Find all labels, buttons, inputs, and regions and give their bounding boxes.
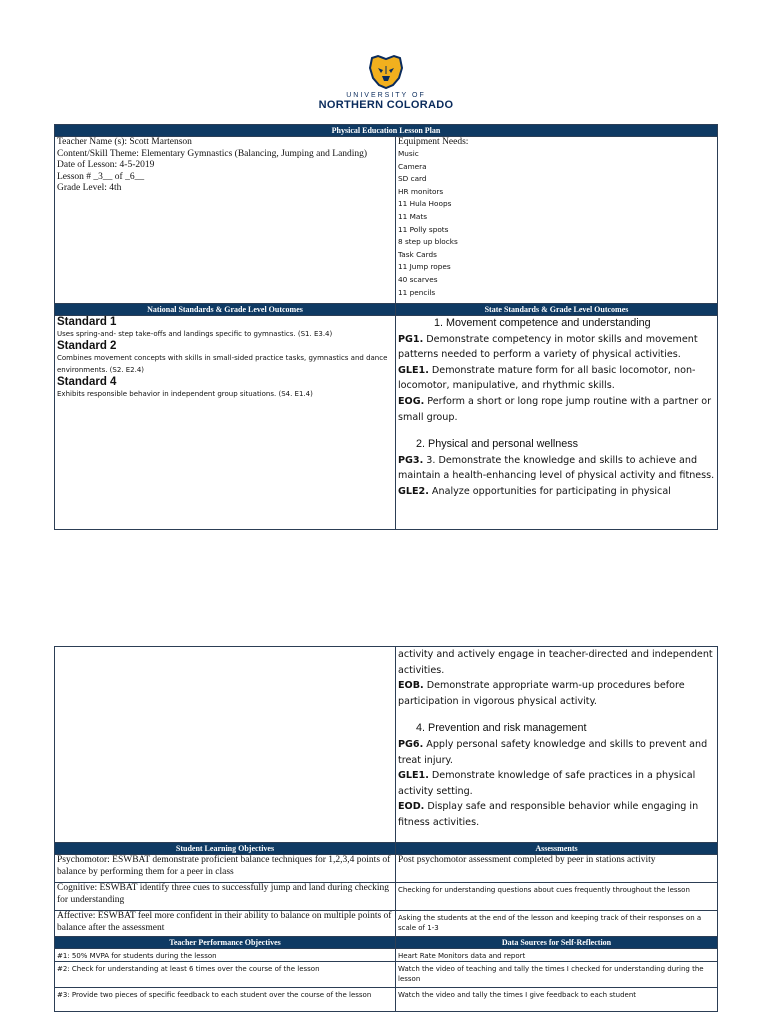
- state-item-pg1: [398, 332, 715, 363]
- text-gle1b: Demonstrate knowledge of safe practices in a physical activity setting.: [398, 770, 696, 797]
- lesson-number: Lesson # _3__ of _6__: [57, 171, 145, 182]
- grade-level: Grade Level: 4th: [57, 183, 122, 193]
- state-item-pg6: [398, 737, 715, 768]
- standard-title: Standard 1: [57, 316, 117, 328]
- state-heading-1: 1. Movement competence and understanding: [434, 317, 651, 329]
- empty-national-cell: [55, 647, 396, 843]
- text-eog: Perform a short or long rope jump routine with a partner or small group.: [398, 395, 712, 423]
- equipment-item: 11 Polly spots: [398, 224, 449, 234]
- equipment-item: 40 scarves: [398, 274, 438, 284]
- lesson-plan-title: Physical Education Lesson Plan: [55, 125, 718, 137]
- text-eob: Demonstrate appropriate warm-up procedures before participation in vigorous physical activity.: [398, 680, 685, 707]
- standard-text: Combines movement concepts with skills in small-sided practice tasks, gymnastics and dance environments. (S2. E2.4): [57, 354, 388, 374]
- national-standards-cell: [55, 316, 396, 530]
- code-gle1: GLE1.: [398, 364, 429, 376]
- tpo-header: Teacher Performance Objectives: [55, 937, 396, 949]
- equipment-label: Equipment Needs:: [398, 137, 469, 147]
- teacher-info-cell: [55, 137, 396, 304]
- lesson-plan-table-page2: [54, 646, 718, 1012]
- code-eog: EOG.: [398, 395, 425, 407]
- equipment-item: 11 Mats: [398, 211, 428, 221]
- slo-psychomotor: Psychomotor: ESWBAT demonstrate proficient balance techniques for 1,2,3,4 points of balance by performing them for a peer in class: [55, 855, 396, 883]
- equipment-item: Music: [398, 149, 419, 158]
- state-item-gle1b: [398, 768, 715, 799]
- code-eob: EOB.: [398, 680, 424, 692]
- tpo-2: #2: Check for understanding at least 6 times over the course of the lesson: [55, 962, 396, 988]
- code-gle1b: GLE1.: [398, 770, 429, 782]
- state-heading-2: 2. Physical and personal wellness: [416, 438, 579, 451]
- logo-university-of: UNIVERSITY OF: [346, 92, 426, 99]
- lesson-plan-table-page1: [54, 124, 718, 530]
- university-logo: [318, 52, 454, 112]
- state-continued-line: activity and actively engage in teacher-directed and independent activities.: [398, 649, 713, 676]
- equipment-item: HR monitors: [398, 186, 444, 196]
- assessments-header: Assessments: [396, 843, 718, 855]
- equipment-item: Camera: [398, 161, 427, 171]
- state-item-pg3: [398, 453, 715, 484]
- state-item-eob: [398, 678, 715, 709]
- equipment-item: SD card: [398, 174, 427, 184]
- code-eod: EOD.: [398, 801, 425, 813]
- text-eod: Display safe and responsible behavior while engaging in fitness activities.: [398, 801, 699, 828]
- assessment-affective: Asking the students at the end of the lesson and keeping track of their responses on a scale of 1-3: [396, 911, 718, 937]
- lesson-date: Date of Lesson: 4-5-2019: [57, 160, 155, 170]
- tpo-3: #3: Provide two pieces of specific feedback to each student over the course of the lesson: [55, 988, 396, 1012]
- state-heading-4: 4. Prevention and risk management: [416, 722, 587, 735]
- state-standards-continued-cell: [396, 647, 718, 843]
- standard-text: Uses spring-and- step take-offs and landings specific to gymnastics. (S1. E3.4): [57, 330, 333, 338]
- logo-northern-colorado: NORTHERN COLORADO: [318, 99, 454, 111]
- national-standards-header: National Standards & Grade Level Outcomes: [55, 304, 396, 316]
- assessment-cognitive: Checking for understanding questions about cues frequently throughout the lesson: [396, 883, 718, 911]
- teacher-name: Teacher Name (s): Scott Martenson: [57, 137, 192, 147]
- code-pg3: PG3.: [398, 454, 424, 466]
- code-pg6: PG6.: [398, 738, 424, 750]
- state-standards-cell: [396, 316, 718, 530]
- state-item-gle2: [398, 484, 715, 500]
- content-theme: Content/Skill Theme: Elementary Gymnastics (Balancing, Jumping and Landing): [57, 148, 368, 159]
- text-pg3: 3. Demonstrate the knowledge and skills to achieve and maintain a health-enhancing level of physical activity and fitness.: [398, 454, 715, 482]
- standard-title: Standard 4: [57, 376, 117, 388]
- data-source-2: Watch the video of teaching and tally the times I checked for understanding during the lesson: [396, 962, 718, 988]
- equipment-item: 11 Hula Hoops: [398, 199, 452, 209]
- equipment-item: Task Cards: [398, 249, 437, 259]
- assessment-psychomotor: Post psychomotor assessment completed by peer in stations activity: [396, 855, 718, 883]
- equipment-cell: [396, 137, 718, 304]
- equipment-item: 11 pencils: [398, 287, 436, 297]
- bear-head-icon: [366, 52, 406, 90]
- state-item-gle1: [398, 363, 715, 394]
- slo-header: Student Learning Objectives: [55, 843, 396, 855]
- equipment-item: 8 step up blocks: [398, 237, 458, 247]
- standard-title: Standard 2: [57, 340, 117, 352]
- data-source-3: Watch the video and tally the times I give feedback to each student: [396, 988, 718, 1012]
- code-pg1: PG1.: [398, 333, 424, 345]
- text-gle1: Demonstrate mature form for all basic locomotor, non-locomotor, manipulative, and rhythmic skills.: [398, 364, 696, 392]
- text-pg6: Apply personal safety knowledge and skills to prevent and treat injury.: [398, 738, 708, 766]
- text-pg1: Demonstrate competency in motor skills and movement patterns needed to perform a variety of physical activities.: [398, 333, 698, 361]
- state-item-eog: [398, 394, 715, 425]
- text-gle2: Analyze opportunities for participating in physical: [428, 485, 671, 497]
- data-sources-header: Data Sources for Self-Reflection: [396, 937, 718, 949]
- data-source-1: Heart Rate Monitors data and report: [396, 949, 718, 962]
- slo-affective: Affective: ESWBAT feel more confident in their ability to balance on multiple points of balance after the assessment: [55, 911, 396, 937]
- code-gle2: GLE2.: [398, 485, 429, 497]
- slo-cognitive: Cognitive: ESWBAT identify three cues to successfully jump and land during checking for understanding: [55, 883, 396, 911]
- equipment-item: 11 Jump ropes: [398, 262, 451, 272]
- tpo-1: #1: 50% MVPA for students during the lesson: [55, 949, 396, 962]
- state-item-eod: [398, 799, 715, 830]
- standard-text: Exhibits responsible behavior in independent group situations. (S4. E1.4): [57, 390, 313, 398]
- state-standards-header: State Standards & Grade Level Outcomes: [396, 304, 718, 316]
